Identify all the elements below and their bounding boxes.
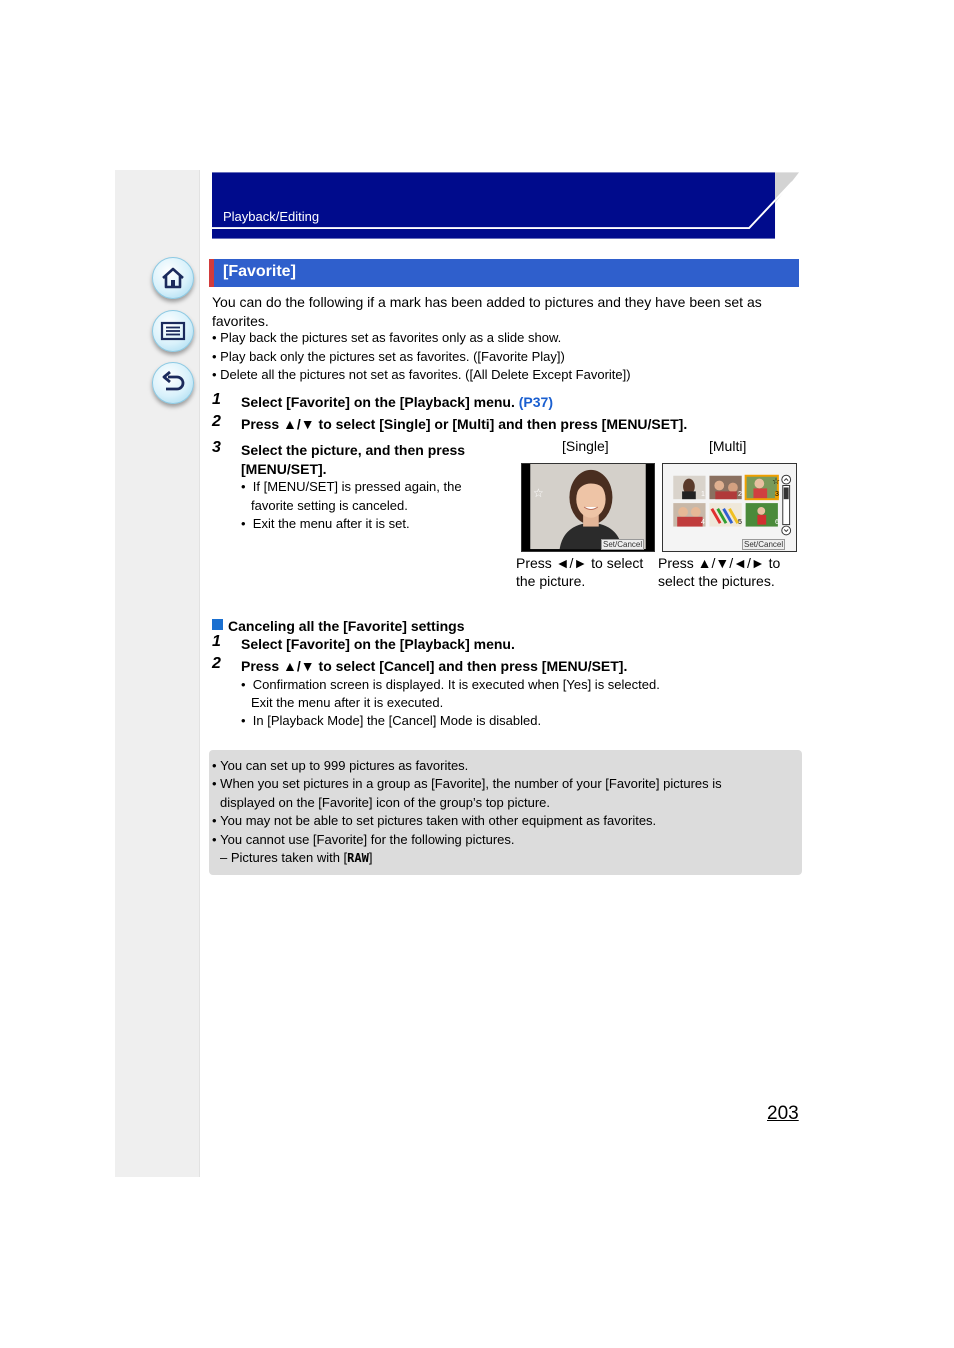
intro-bullet: • Play back only the pictures set as favorites. ([Favorite Play]) [212,349,565,364]
sub-text-end: ] [368,850,373,865]
bullet-text: Confirmation screen is displayed. It is executed when [Yes] is selected. [252,677,660,692]
home-button[interactable] [152,257,194,299]
intro-bullet: • Play back the pictures set as favorites only as a slide show. [212,330,562,345]
menu-list-icon [160,318,186,344]
step-number: 1 [212,391,221,408]
bullet-text: Exit the menu after it is set. [252,516,410,531]
thumb-number: 4 [701,519,705,526]
step-bullet: • Confirmation screen is displayed. It is executed when [Yes] is selected. [241,677,660,692]
note-bullet: • You may not be able to set pictures taken with other equipment as favorites. [212,813,657,828]
home-icon [160,265,186,291]
step-text: Press ▲/▼ to select [Single] or [Multi] and then press [MENU/SET]. [241,416,688,432]
subsection-title: Canceling all the [Favorite] settings [228,618,465,634]
step-bullet: • Exit the menu after it is set. [241,516,410,531]
bullet-text: Play back only the pictures set as favorites. ([Favorite Play]) [220,349,565,364]
bullet-text: You can set up to 999 pictures as favorites. [220,758,469,773]
step-bullet: • If [MENU/SET] is pressed again, the [241,479,462,494]
raw-icon: RAW [347,851,369,865]
step-number: 1 [212,633,221,650]
intro-text: You can do the following if a mark has been added to pictures and they have been set as favorites. [212,294,762,329]
note-bullet: • When you set pictures in a group as [Favorite], the number of your [Favorite] pictures is [212,776,722,791]
step-number: 3 [212,439,221,456]
section-title-bar [209,259,799,287]
intro-bullet: • Delete all the pictures not set as favorites. ([All Delete Except Favorite]) [212,367,631,382]
step-bullet-cont: Exit the menu after it is executed. [251,695,444,710]
step-number: 2 [212,413,221,430]
note-bullet-cont: displayed on the [Favorite] icon of the group’s top picture. [220,795,551,810]
multi-label: [Multi] [709,438,747,454]
favorite-star-icon: ☆ [772,476,781,486]
step-text: Press ▲/▼ to select [Cancel] and then press [MENU/SET]. [241,658,628,674]
favorite-star-icon: ☆ [533,486,544,500]
step-bullet: • In [Playback Mode] the [Cancel] Mode is disabled. [241,713,542,728]
thumb-number: 2 [738,491,742,498]
multi-caption: select the pictures. [658,573,775,589]
set-cancel-label: Set/Cancel [603,540,643,549]
page-number: 203 [767,1103,799,1124]
single-label: [Single] [562,438,609,454]
note-bullet: • You can set up to 999 pictures as favorites. [212,758,469,773]
multi-caption: Press ▲/▼/◄/► to [658,555,781,571]
note-sub-item [220,849,372,868]
single-screen [521,463,655,552]
back-button[interactable] [152,362,194,404]
thumb-number: 6 [775,519,779,526]
thumb-number: 1 [701,491,705,498]
single-caption: the picture. [516,573,586,589]
bullet-text: If [MENU/SET] is pressed again, the [252,479,462,494]
step-label: Select [Favorite] on the [Playback] menu. [241,394,515,410]
bullet-text: In [Playback Mode] the [Cancel] Mode is disabled. [252,713,542,728]
note-bullet: • You cannot use [Favorite] for the following pictures. [212,832,515,847]
section-label: Playback/Editing [223,209,320,224]
square-bullet-icon [212,619,223,630]
step-text: Select the picture, and then press [241,442,466,458]
bullet-text: Play back the pictures set as favorites only as a slide show. [220,330,562,345]
single-caption: Press ◄/► to select [516,555,644,571]
portrait-photo [522,464,654,551]
step-text: [MENU/SET]. [241,461,327,477]
bullet-text: When you set pictures in a group as [Favorite], the number of your [Favorite] pictures is [220,776,722,791]
thumb-number: 5 [738,519,742,526]
thumb-number: 3 [775,491,779,498]
bullet-text: You cannot use [Favorite] for the following pictures. [220,832,515,847]
multi-screen [662,463,797,552]
bullet-text: You may not be able to set pictures taken with other equipment as favorites. [220,813,657,828]
sub-text: – Pictures taken with [ [220,850,348,865]
header-bar [212,171,799,240]
set-cancel-label: Set/Cancel [744,540,784,549]
step-text: Select [Favorite] on the [Playback] menu. [241,636,515,652]
return-icon [160,370,186,396]
section-title: [Favorite] [223,263,296,280]
step-text [241,393,553,412]
step-bullet-cont: favorite setting is canceled. [251,498,408,513]
step-number: 2 [212,655,221,672]
bullet-text: Delete all the pictures not set as favorites. ([All Delete Except Favorite]) [220,367,631,382]
menu-button[interactable] [152,310,194,352]
page-link[interactable]: (P37) [518,394,553,410]
